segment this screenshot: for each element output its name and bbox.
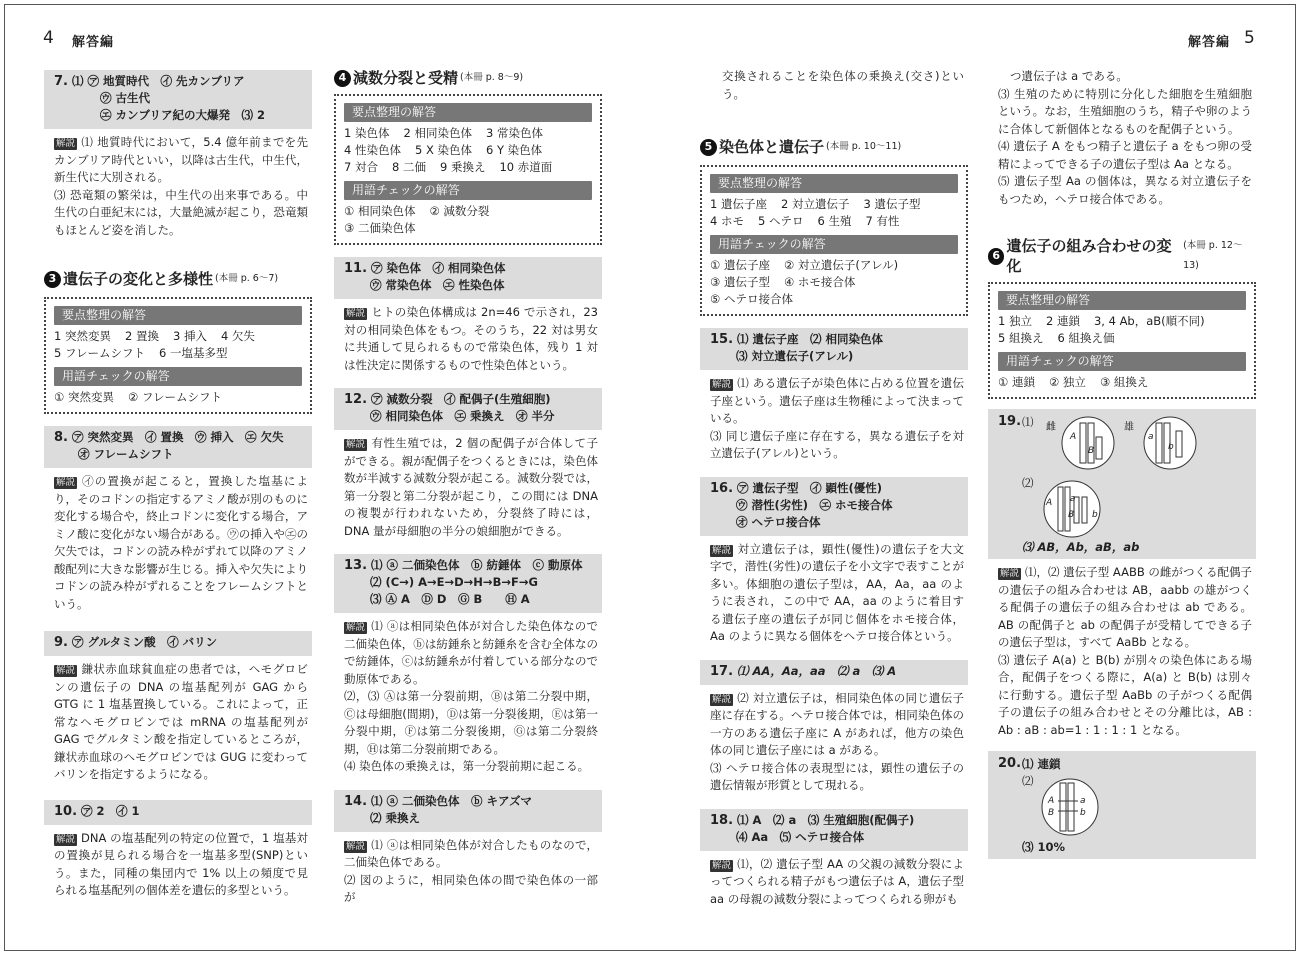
- q8-exp-1: ㋑の置換が起こると，置換した塩基により，そのコドンの指定するアミノ酸が別のものに変化する場合や，終止コドンに変化する場合，アミノ酸に変化がない場合がある。㋒の挿入や㋓の欠失では，コドンの読み枠がずれて以降のアミノ酸配列に大きな影響が生じる。挿入や欠失によりコドンの読み枠がずれることをフレームシフトという。: [54, 474, 308, 611]
- s5-b1: ① 遺伝子座: [710, 258, 770, 272]
- s4-a2: 2 相同染色体: [403, 126, 472, 140]
- s3-a3: 3 挿入: [172, 329, 207, 343]
- q13-answer-box: [334, 554, 602, 613]
- q18-line1: ⑴ A ⑵ a ⑶ 生殖細胞(配偶子): [737, 812, 915, 827]
- s5-b2: ② 対立遺伝子(アレル): [783, 258, 899, 272]
- q7-answer-box: [44, 70, 312, 129]
- s6-a2: 2 連鎖: [1045, 314, 1080, 328]
- q8-line2: ㋔ フレームシフト: [78, 447, 174, 461]
- s5-b3: ③ 遺伝子型: [710, 275, 770, 289]
- q16-exp-1: 対立遺伝子は，顕性(優性)の遺伝子を大文字で，潜性(劣性)の遺伝子を小文字で表すことが多い。体細胞の遺伝子型は，AA，Aa，aa のように表され，この中で AA，aa のように着目する遺伝子座の遺伝子が同じ個体をホモ接合体，Aa のように異なる個体をヘテロ接合体という。: [710, 541, 964, 643]
- q12-explanation: [334, 430, 602, 540]
- right-running-title: 解答編: [1188, 35, 1231, 50]
- kaisetsu-badge: 解説: [712, 544, 732, 556]
- s3-a6: 6 一塩基多型: [159, 346, 228, 360]
- s5-a7: 7 有性: [865, 214, 900, 228]
- q15-number: 15.: [710, 332, 734, 347]
- s4-a6: 6 Y 染色体: [486, 143, 543, 157]
- q19-sub3: ⑶ AB，Ab，aB，ab: [1022, 540, 1140, 554]
- section-4-summary-box: [334, 94, 602, 245]
- q19-2-label-A: A: [1046, 498, 1053, 508]
- q20-sub3: ⑶ 10%: [1022, 840, 1066, 854]
- q19-label-B: B: [1088, 446, 1095, 456]
- q19-number: 19.: [998, 414, 1022, 429]
- term-check-pill: 用語チェックの解答: [710, 235, 958, 254]
- section-3-title: [44, 269, 312, 289]
- q13-exp-2: ⑵，⑶ Ⓐは第一分裂前期，Ⓑは第二分裂中期，Ⓒは母細胞(間期)，Ⓓは第一分裂後期，Ⓔは第一分裂中期，Ⓕは第二分裂後期，Ⓖは第二分裂終期，Ⓗは第二分裂前期である。: [344, 689, 598, 756]
- q9-answer-box: [44, 631, 312, 656]
- s4-a7: 7 対合: [344, 160, 378, 174]
- column-1: [44, 70, 312, 900]
- section-4-ref: (本冊 p. 8〜9): [460, 72, 524, 83]
- q8-line1: ㋐ 突然変異 ㋑ 置換 ㋒ 挿入 ㋓ 欠失: [71, 430, 284, 444]
- q16-line3: ㋔ ヘテロ接合体: [736, 514, 821, 529]
- q18-exp-1: ⑴，⑵ 遺伝子型 AA の父親の減数分裂によってつくられる精子がもつ遺伝子は A，遺伝子型 aa の母親の減数分裂によってつくられる卵がも: [710, 856, 964, 906]
- s5-a5: 5 ヘテロ: [757, 214, 804, 228]
- q11-answer-box: [334, 257, 602, 299]
- summary-pill: 要点整理の解答: [54, 306, 302, 325]
- q20-label-B: B: [1048, 808, 1055, 818]
- s4-a8: 8 二価: [391, 160, 426, 174]
- q10-number: 10.: [54, 803, 78, 819]
- q15-explanation: [700, 370, 968, 428]
- q12-number: 12.: [344, 392, 368, 407]
- s6-b2: ② 独立: [1048, 375, 1086, 389]
- section-3-ref: (本冊 p. 6〜7): [215, 273, 279, 284]
- s6-a4: 5 組換え: [998, 331, 1044, 345]
- q11-explanation: [334, 299, 602, 374]
- q7-number: 7.: [54, 74, 68, 89]
- q12-line2: ㋒ 相同染色体 ㋓ 乗換え ㋔ 半分: [370, 409, 555, 423]
- s6-b1: ① 連鎖: [998, 375, 1035, 389]
- s5-a6: 6 生殖: [817, 214, 852, 228]
- summary-pill: 要点整理の解答: [998, 291, 1246, 310]
- q18-continued-4: ⑸ 遺伝子型 Aa の個体は，異なる対立遺伝子をもつため，ヘテロ接合体である。: [998, 174, 1252, 206]
- q17-answer-box: [700, 660, 968, 685]
- q17-exp-1: ⑵ 対立遺伝子は，相同染色体の同じ遺伝子座に存在する。ヘテロ接合体では，相同染色体の一方のある遺伝子座に A があれば，他方の染色体の同じ遺伝子座には a がある。: [710, 690, 964, 757]
- q18-continued-2: ⑶ 生殖のために特別に分化した細胞を生殖細胞という。なお，生殖細胞のうち，精子や卵のように合体して新個体となるものを配偶子という。: [998, 86, 1252, 136]
- q7-line3: ㋓ カンブリア紀の大爆発 ⑶ 2: [100, 108, 266, 122]
- left-page-number: 4: [43, 28, 54, 48]
- s5-b5: ⑤ ヘテロ接合体: [710, 292, 793, 306]
- q10-explanation: [44, 825, 312, 900]
- q8-number: 8.: [54, 430, 68, 445]
- s3-b1: ① 突然変異: [54, 390, 114, 404]
- q18-continued-1: つ遺伝子は a である。: [1010, 69, 1128, 83]
- summary-pill: 要点整理の解答: [710, 174, 958, 193]
- kaisetsu-badge: 解説: [712, 859, 732, 871]
- q8-answer-box: [44, 426, 312, 468]
- q11-exp-1: ヒトの染色体構成は 2n=46 で示され，23 対の相同染色体をもつ。そのうち，22 対は男女に共通して見られるもので常染色体，残り 1 対は性決定に関係するもので性染色体という。: [344, 305, 598, 372]
- q7-line2: ㋒ 古生代: [100, 91, 151, 105]
- term-check-pill: 用語チェックの解答: [344, 181, 592, 200]
- q16-line2: ㋒ 潜性(劣性) ㋓ ホモ接合体: [736, 497, 893, 512]
- q19-sub2: ⑵: [1022, 476, 1034, 490]
- q7-line1: ⑴ ㋐ 地質時代 ㋑ 先カンブリア: [71, 74, 245, 88]
- q10-line1: ㋐ 2 ㋑ 1: [81, 803, 140, 818]
- term-check-pill: 用語チェックの解答: [998, 352, 1246, 371]
- q20-answer-box: [988, 751, 1256, 859]
- q18-number: 18.: [710, 812, 734, 828]
- q11-line1: ㋐ 染色体 ㋑ 相同染色体: [371, 261, 506, 275]
- q11-line2: ㋒ 常染色体 ㋓ 性染色体: [370, 278, 505, 292]
- q7-exp-2: ⑶ 恐竜類の繁栄は，中生代の出来事である。中生代の白亜紀末には，大量絶滅が起こり，恐竜類もほとんど姿を消した。: [54, 187, 308, 237]
- q13-explanation: [334, 613, 602, 688]
- q13-number: 13.: [344, 558, 368, 573]
- section-4-title: [334, 68, 602, 88]
- q20-sub2: ⑵: [1022, 774, 1034, 788]
- s4-a1: 1 染色体: [344, 126, 390, 140]
- q13-exp-3: ⑷ 染色体の乗換えは，第一分裂前期に起こる。: [344, 759, 590, 773]
- q19-label-A: A: [1070, 432, 1077, 442]
- kaisetsu-badge: 解説: [56, 665, 76, 676]
- section-5-number: 5: [700, 139, 717, 156]
- q15-line1: ⑴ 遺伝子座 ⑵ 相同染色体: [737, 332, 884, 346]
- q14-exp-1: ⑴ ⓐは相同染色体が対合したものなので，二価染色体である。: [344, 837, 598, 869]
- section-6-ref: (本冊 p. 12〜13): [1183, 240, 1243, 271]
- q16-line1: ㋐ 遺伝子型 ㋑ 顕性(優性): [737, 480, 883, 495]
- q19-answer-box: [988, 409, 1256, 559]
- s6-a1: 1 独立: [998, 314, 1032, 328]
- s3-a5: 5 フレームシフト: [54, 346, 146, 360]
- q14-continued: 交換されることを染色体の乗換え(交さ)という。: [722, 69, 964, 101]
- q20-label-A: A: [1048, 796, 1055, 806]
- s6-b3: ③ 組換え: [1099, 375, 1149, 389]
- s3-a1: 1 突然変異: [54, 329, 111, 343]
- q19-sub1: ⑴: [1022, 415, 1034, 429]
- q17-line1: ⑴ AA，Aa，aa ⑵ a ⑶ A: [737, 663, 897, 678]
- section-4-number: 4: [334, 70, 351, 87]
- q19-2-label-b: b: [1092, 510, 1098, 520]
- s5-a3: 3 遺伝子型: [863, 197, 921, 211]
- kaisetsu-badge: 解説: [1000, 568, 1020, 579]
- q14-line2: ⑵ 乗換え: [370, 810, 421, 825]
- q9-explanation: [44, 656, 312, 784]
- q9-line1: ㋐ グルタミン酸 ㋑ バリン: [71, 635, 218, 649]
- s4-b3: ③ 二価染色体: [344, 221, 416, 235]
- q17-number: 17.: [710, 663, 734, 679]
- q14-explanation: [334, 832, 602, 872]
- s5-a4: 4 ホモ: [710, 214, 744, 228]
- q19-cell-diagram-2: [1042, 479, 1112, 539]
- q12-exp-1: 有性生殖では，2 個の配偶子が合体して子ができる。親が配偶子をつくるときには，染色体数が半減する減数分裂が起こる。減数分裂では，第一分裂と第二分裂が起こり，この間には DNA の複製が行われないため，分裂終了時には，DNA 量が母細胞の半分の娘細胞ができる。: [344, 436, 598, 538]
- q15-answer-box: [700, 328, 968, 370]
- column-3: [700, 68, 968, 908]
- q20-label-a: a: [1080, 796, 1086, 806]
- s4-b2: ② 減数分裂: [429, 204, 490, 218]
- q19-exp-2: ⑶ 遺伝子 A(a) と B(b) が別々の染色体にある場合，配偶子をつくる際に，A(a) と B(b) は別々に行動する。遺伝子型 AaBb の子がつくる配偶子の遺伝子の組み合わせとその分離比は，AB : Ab : aB : ab=1 : 1 : 1 : 1 となる。: [998, 652, 1252, 737]
- column-4: [988, 68, 1256, 859]
- q17-exp-2: ⑶ ヘテロ接合体の表現型には，顕性の遺伝子の遺伝情報が形質として現れる。: [710, 760, 964, 792]
- q19-2-label-B: B: [1068, 510, 1075, 520]
- s4-a4: 4 性染色体: [344, 143, 401, 157]
- s6-a3: 3, 4 Ab，aB(順不同): [1093, 314, 1205, 328]
- q8-explanation: [44, 468, 312, 613]
- q12-answer-box: [334, 388, 602, 430]
- s3-a2: 2 置換: [124, 329, 159, 343]
- kaisetsu-badge: 解説: [56, 138, 76, 149]
- s5-a2: 2 対立遺伝子: [780, 197, 850, 211]
- q19-male-label: 雄: [1124, 422, 1134, 433]
- q20-label-b: b: [1080, 808, 1086, 818]
- column-2: [334, 68, 602, 907]
- section-3-heading: 遺伝子の変化と多様性: [63, 270, 214, 288]
- q14-number: 14.: [344, 793, 368, 809]
- left-running-title: 解答編: [72, 35, 115, 50]
- q13-line3: ⑶ Ⓐ A Ⓓ D Ⓖ B Ⓗ A: [370, 592, 530, 606]
- section-5-summary-box: [700, 165, 968, 316]
- q19-label-a: a: [1148, 432, 1154, 442]
- q16-answer-box: [700, 477, 968, 536]
- section-4-heading: 減数分裂と受精: [353, 69, 459, 87]
- section-5-ref: (本冊 p. 10〜11): [826, 141, 902, 152]
- term-check-pill: 用語チェックの解答: [54, 367, 302, 386]
- section-6-summary-box: [988, 282, 1256, 399]
- section-5-title: [700, 137, 968, 157]
- s5-b4: ④ ホモ接合体: [783, 275, 856, 289]
- s4-a10: 10 赤道面: [499, 160, 553, 174]
- q13-line1: ⑴ ⓐ 二価染色体 ⓑ 紡錘体 ⓒ 動原体: [371, 558, 583, 572]
- s6-a5: 6 組換え価: [1057, 331, 1115, 345]
- kaisetsu-badge: 解説: [346, 840, 366, 852]
- q11-number: 11.: [344, 261, 368, 276]
- q14-exp-2: ⑵ 図のように，相同染色体の間で染色体の一部が: [344, 872, 598, 904]
- kaisetsu-badge: 解説: [56, 477, 76, 488]
- s4-a9: 9 乗換え: [439, 160, 486, 174]
- kaisetsu-badge: 解説: [712, 693, 732, 705]
- s4-b1: ① 相同染色体: [344, 204, 416, 218]
- s5-a1: 1 遺伝子座: [710, 197, 767, 211]
- kaisetsu-badge: 解説: [56, 833, 76, 845]
- s3-b2: ② フレームシフト: [127, 390, 222, 404]
- q15-line2: ⑶ 対立遺伝子(アレル): [736, 349, 854, 363]
- q20-sub1: ⑴ 連鎖: [1022, 757, 1061, 771]
- section-3-summary-box: [44, 297, 312, 414]
- q10-answer-box: [44, 800, 312, 825]
- q15-exp-2: ⑶ 同じ遺伝子座に存在する，異なる遺伝子を対立遺伝子(アレル)という。: [710, 428, 964, 460]
- section-6-number: 6: [988, 248, 1004, 265]
- summary-pill: 要点整理の解答: [344, 103, 592, 122]
- right-page-number: 5: [1244, 28, 1255, 48]
- q20-number: 20.: [998, 756, 1022, 771]
- s4-a3: 3 常染色体: [485, 126, 543, 140]
- kaisetsu-badge: 解説: [712, 379, 732, 390]
- s3-a4: 4 欠失: [220, 329, 255, 343]
- q16-explanation: [700, 536, 968, 646]
- q12-line1: ㋐ 減数分裂 ㋑ 配偶子(生殖細胞): [371, 392, 551, 406]
- q15-exp-1: ⑴ ある遺伝子が染色体に占める位置を遺伝子座という。遺伝子座は生物種によって決まっている。: [710, 376, 964, 425]
- q7-exp-1: ⑴ 地質時代において，5.4 億年前までを先カンブリア時代といい，以降は古生代，中生代，新生代に大別される。: [54, 135, 308, 184]
- q19-explanation: [988, 559, 1256, 652]
- q13-exp-1: ⑴ ⓐは相同染色体が対合した染色体なので二価染色体，ⓑは紡錘糸と紡錘糸を含む全体なので紡錘体，ⓒは紡錘糸が付着している部分なので動原体である。: [344, 619, 598, 686]
- q19-female-label: 雌: [1046, 422, 1056, 433]
- q18-explanation: [700, 851, 968, 909]
- q18-answer-box: [700, 809, 968, 851]
- q19-2-label-a: a: [1070, 494, 1076, 504]
- kaisetsu-badge: 解説: [346, 622, 366, 633]
- kaisetsu-badge: 解説: [346, 439, 366, 450]
- section-6-heading: 遺伝子の組み合わせの変化: [1006, 237, 1172, 275]
- q17-explanation: [700, 685, 968, 760]
- kaisetsu-badge: 解説: [346, 308, 366, 319]
- q14-line1: ⑴ ⓐ 二価染色体 ⓑ キアズマ: [371, 793, 532, 808]
- q18-continued-3: ⑷ 遺伝子 A をもつ精子と遺伝子 a をもつ卵の受精によってできる子の遺伝子型は Aa となる。: [998, 139, 1252, 171]
- q9-exp-1: 鎌状赤血球貧血症の患者では，ヘモグロビンの遺伝子の DNA の塩基配列が GAG から GTG に 1 塩基置換している。これによって，正常なヘモグロビンでは mRNA の塩基配列が GAG でグルタミン酸を指定しているところが，鎌状赤血球のヘモグロビンでは GUG に変わってバリンを指定するようになる。: [54, 662, 308, 781]
- section-5-heading: 染色体と遺伝子: [719, 138, 825, 156]
- q14-answer-box: [334, 790, 602, 832]
- q16-number: 16.: [710, 480, 734, 496]
- s4-a5: 5 X 染色体: [414, 143, 472, 157]
- section-3-number: 3: [44, 271, 61, 288]
- q9-number: 9.: [54, 635, 68, 650]
- q18-line2: ⑷ Aa ⑸ ヘテロ接合体: [736, 829, 865, 844]
- section-6-title: [988, 236, 1256, 276]
- q19-label-b: b: [1168, 442, 1174, 452]
- q19-exp-1: ⑴，⑵ 遺伝子型 AABB の雌がつくる配偶子の遺伝子の組み合わせは AB，aabb の雄がつくる配偶子の遺伝子の組み合わせは ab である。AB の配偶子と ab の配偶子が受精してできる子の遺伝子型は，すべて AaBb となる。: [998, 565, 1252, 649]
- q13-line2: ⑵ (C→) A→E→D→H→B→F→G: [370, 575, 538, 589]
- q10-exp-1: DNA の塩基配列の特定の位置で，1 塩基対の置換が見られる場合を一塩基多型(SNP)という。また，同種の集団内で 1% 以上の頻度で見られる塩基配列の個体差を遺伝的多型という。: [54, 830, 308, 897]
- q7-explanation: [44, 129, 312, 187]
